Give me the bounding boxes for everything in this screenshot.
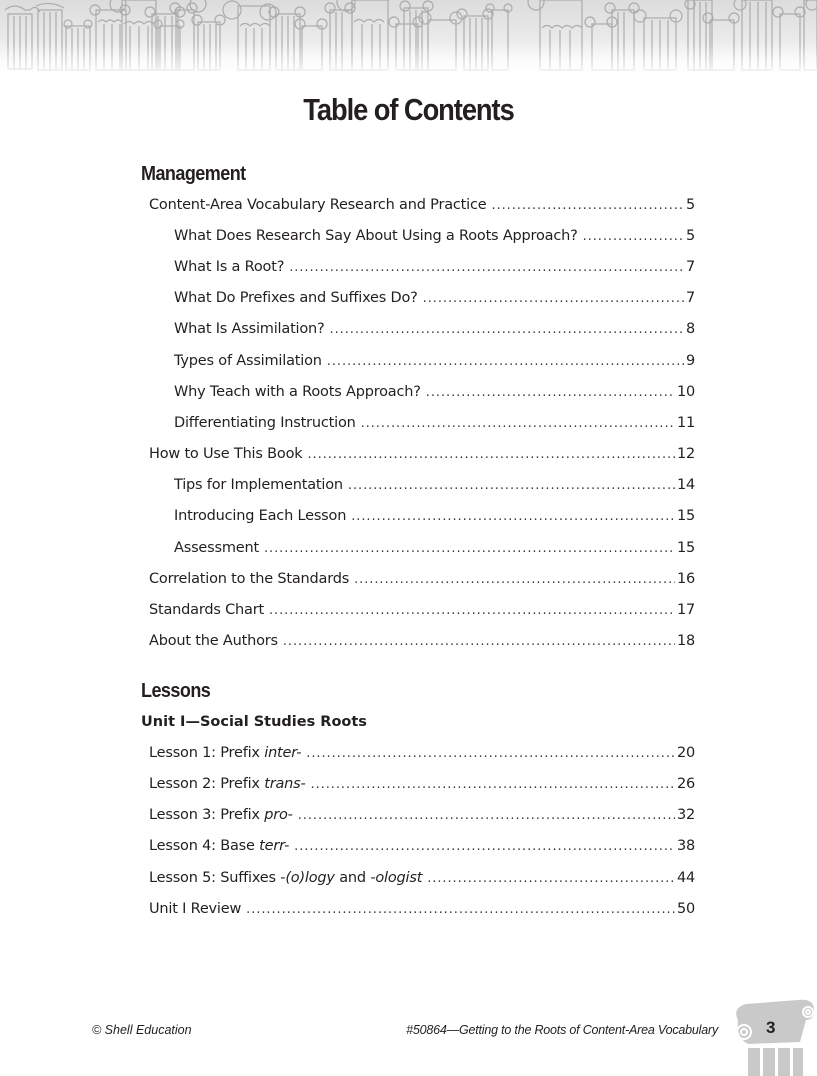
toc-entry-label: What Does Research Say About Using a Roots Approach? [174,228,578,244]
page-title: Table of Contents [303,92,514,127]
toc-entry-label: Lesson 1: Prefix inter- [149,745,302,761]
page-number: 3 [766,1018,776,1037]
toc-entry-label: Types of Assimilation [174,353,322,369]
dot-leader [327,354,684,369]
toc-entry-page: 7 [685,290,695,306]
toc-entry-label: About the Authors [149,633,278,649]
dot-leader [298,808,675,823]
dot-leader [307,447,675,462]
dot-leader [264,541,675,556]
toc-entry-label: Lesson 3: Prefix pro- [149,807,293,823]
toc-entry-label: Content-Area Vocabulary Research and Practice [149,197,487,213]
toc-entry[interactable] [174,384,695,404]
toc-entry-lesson[interactable] [149,901,695,921]
toc-entry[interactable] [174,415,695,435]
toc-entry-lesson[interactable] [149,776,695,796]
toc-entry-page: 26 [676,776,695,792]
dot-leader [426,385,675,400]
dot-leader [491,198,684,213]
toc-entry-page: 5 [685,197,695,213]
dot-leader [351,509,675,524]
dot-leader [246,902,675,917]
toc-entry-label: Unit I Review [149,901,242,917]
toc-entry[interactable] [174,290,695,310]
toc-entry-label: Lesson 2: Prefix trans- [149,776,306,792]
columns-banner [0,0,817,80]
toc-entry[interactable] [149,602,695,622]
toc-entry-page: 10 [676,384,695,400]
toc-entry-lesson[interactable] [149,870,695,890]
toc-entry[interactable] [174,508,695,528]
toc-entry-label: What Do Prefixes and Suffixes Do? [174,290,418,306]
toc-entry-label: Differentiating Instruction [174,415,356,431]
toc-entry[interactable] [149,571,695,591]
toc-entry[interactable] [174,540,695,560]
toc-entry-label: Assessment [174,540,259,556]
toc-entry-page: 8 [685,321,695,337]
toc-entry-page: 32 [676,807,695,823]
toc-entry-page: 18 [676,633,695,649]
toc-entry-page: 7 [685,259,695,275]
footer-book-info: #50864—Getting to the Roots of Content-Area Vocabulary [406,1023,718,1037]
toc-entry-page: 20 [676,745,695,761]
footer-publisher: © Shell Education [92,1023,192,1037]
toc-entry-page: 11 [676,415,695,431]
dot-leader [294,839,675,854]
dot-leader [289,260,684,275]
toc-entry-label: How to Use This Book [149,446,303,462]
section-heading-management: Management [141,163,246,185]
toc-entry-page: 15 [676,540,695,556]
toc-entry[interactable] [174,228,695,248]
toc-entry[interactable] [149,446,695,466]
toc-entry-page: 17 [676,602,695,618]
dot-leader [361,416,675,431]
section-heading-lessons: Lessons [141,680,211,702]
toc-entry-page: 14 [676,477,695,493]
toc-entry[interactable] [174,259,695,279]
toc-entry[interactable] [149,633,695,653]
unit-heading: Unit I—Social Studies Roots [141,714,367,730]
toc-entry-label: What Is a Root? [174,259,285,275]
toc-entry-page: 12 [676,446,695,462]
toc-entry-lesson[interactable] [149,745,695,765]
ionic-columns-banner-icon [0,0,817,80]
toc-entry-label: Standards Chart [149,602,264,618]
toc-entry[interactable] [149,197,695,217]
toc-entry-label: Lesson 4: Base terr- [149,838,290,854]
toc-entry-label: Correlation to the Standards [149,571,350,587]
dot-leader [306,746,675,761]
dot-leader [269,603,675,618]
toc-entry-page: 9 [685,353,695,369]
dot-leader [311,777,675,792]
toc-entry[interactable] [174,321,695,341]
dot-leader [330,322,684,337]
toc-entry[interactable] [174,477,695,497]
dot-leader [283,634,675,649]
dot-leader [348,478,675,493]
dot-leader [427,871,675,886]
toc-entry-page: 16 [676,571,695,587]
toc-entry-label: Lesson 5: Suffixes -(o)logy and -ologist [149,870,423,886]
toc-entry-lesson[interactable] [149,807,695,827]
toc-entry-page: 50 [676,901,695,917]
toc-entry-page: 38 [676,838,695,854]
toc-entry-label: Introducing Each Lesson [174,508,347,524]
dot-leader [583,229,684,244]
toc-entry[interactable] [174,353,695,373]
toc-entry-label: Tips for Implementation [174,477,343,493]
dot-leader [423,291,684,306]
toc-entry-label: Why Teach with a Roots Approach? [174,384,421,400]
toc-entry-page: 44 [676,870,695,886]
toc-entry-lesson[interactable] [149,838,695,858]
toc-entry-label: What Is Assimilation? [174,321,325,337]
toc-entry-page: 5 [685,228,695,244]
toc-entry-page: 15 [676,508,695,524]
dot-leader [354,572,675,587]
